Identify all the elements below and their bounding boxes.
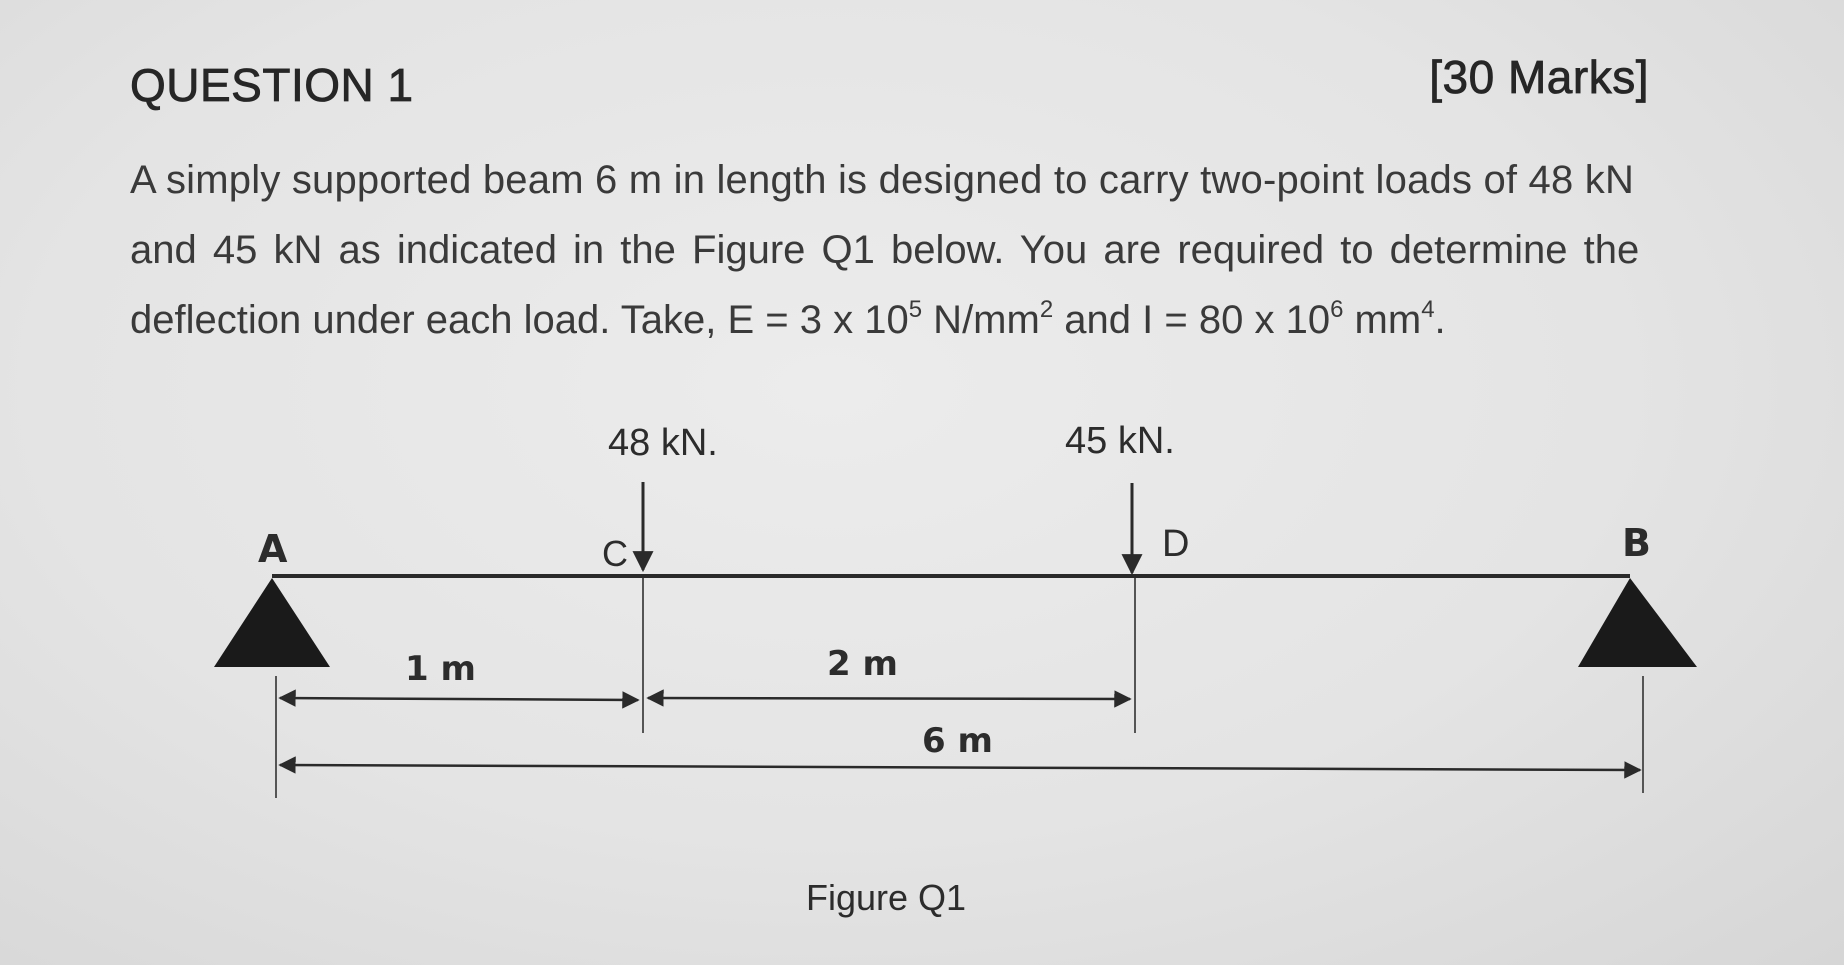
dim-line-ac	[280, 698, 638, 700]
support-b-triangle	[1578, 578, 1697, 667]
line-end: .	[1434, 298, 1446, 342]
dim-line-ab	[280, 765, 1640, 770]
label-b: B	[1622, 521, 1651, 565]
question-marks: [30 Marks]	[1429, 51, 1649, 103]
problem-line-1: A simply supported beam 6 m in length is designed to carry two-point loads of 48 kN	[130, 158, 1635, 202]
support-a-triangle	[214, 578, 330, 667]
mm-exponent: 4	[1421, 295, 1435, 323]
figure-caption: Figure Q1	[806, 877, 967, 918]
label-c: C	[602, 533, 628, 574]
dim-line-cd	[648, 698, 1130, 699]
dim-ab-label: 6 m	[922, 721, 993, 761]
i-exponent: 6	[1330, 295, 1344, 323]
dim-ac-label: 1 m	[405, 649, 476, 689]
load-d-label: 45 kN.	[1065, 420, 1175, 462]
problem-line-2: and 45 kN as indicated in the Figure Q1 below. You are required to determine the	[130, 228, 1640, 272]
mm-text: mm	[1343, 298, 1422, 342]
problem-line-3-text: deflection under each load. Take, E = 3 x 10	[130, 298, 909, 342]
load-c-label: 48 kN.	[608, 422, 718, 464]
unit-exponent: 2	[1039, 295, 1054, 323]
i-text: and I = 80 x 10	[1053, 298, 1331, 342]
label-a: A	[258, 527, 288, 571]
question-title: QUESTION 1	[130, 59, 414, 111]
e-exponent: 5	[908, 295, 923, 323]
dim-cd-label: 2 m	[827, 644, 898, 684]
unit-text: N/mm	[922, 298, 1040, 342]
label-d: D	[1162, 523, 1190, 565]
